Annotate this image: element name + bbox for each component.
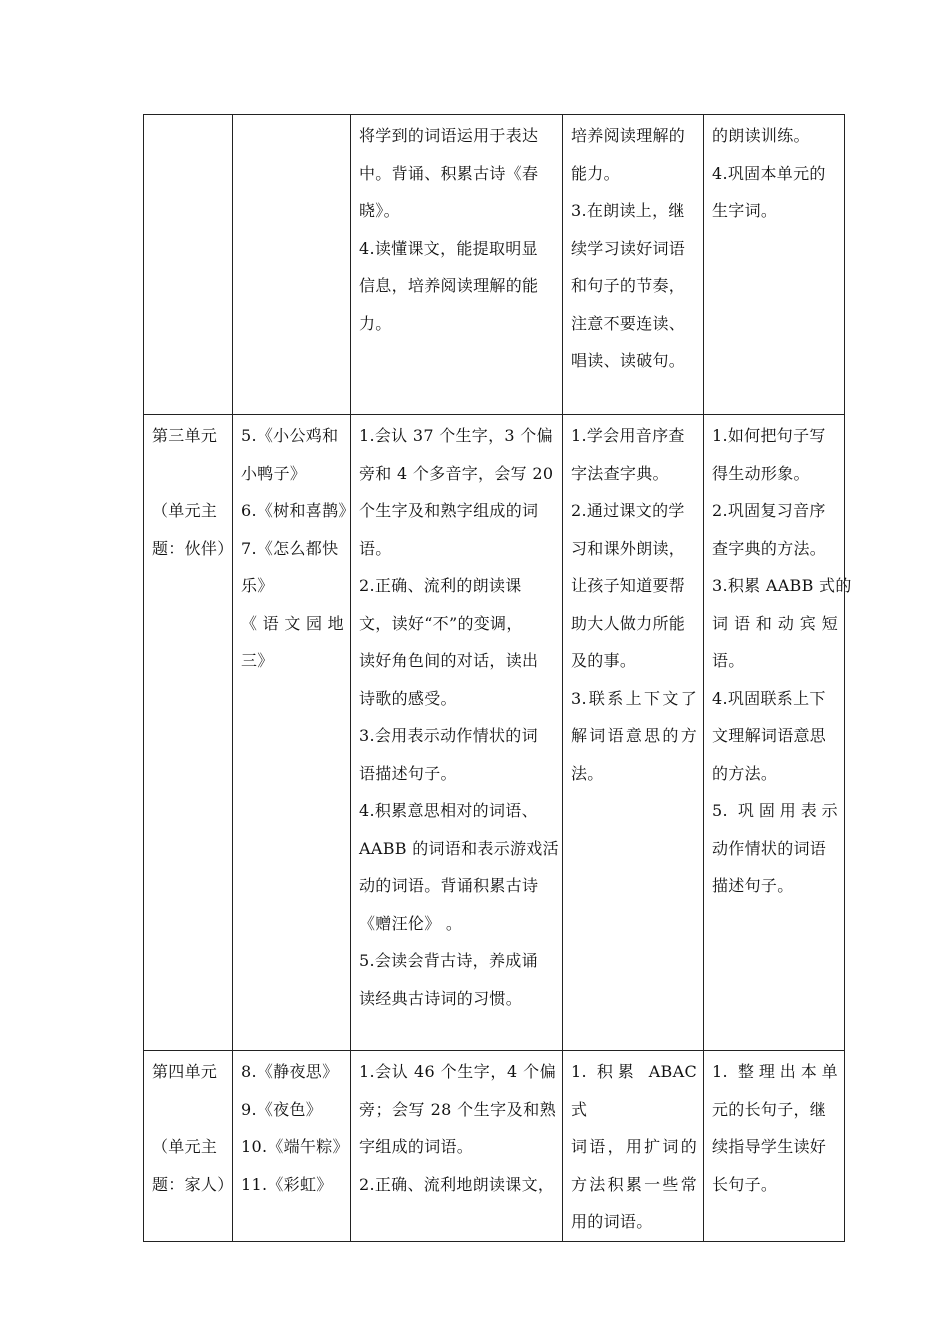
goals-cell <box>351 1051 563 1242</box>
cell-text-line: 题：家人） <box>152 1174 234 1194</box>
cell-text-line: 助大人做力所能 <box>571 613 686 633</box>
cell-text-line: 1. 整理出本单 <box>712 1062 838 1081</box>
key-points-cell <box>563 115 704 415</box>
cell-text-line: 第三单元 <box>152 426 218 445</box>
cell-text-line: 3.联系上下文了 <box>571 688 697 708</box>
cell-text-line: 5.会读会背古诗，养成诵 <box>359 951 538 970</box>
difficulties-cell <box>704 1051 845 1242</box>
cell-text-line: 4.巩固本单元的 <box>712 163 826 183</box>
cell-text-line: 《语文园地 <box>241 613 344 633</box>
cell-text-line: 查字典的方法。 <box>712 538 827 558</box>
lessons-cell <box>233 1051 351 1242</box>
cell-text-line: 第四单元 <box>152 1062 218 1081</box>
cell-text-line: 力。 <box>359 313 392 333</box>
cell-text-line: 7.《怎么都快 <box>241 538 339 558</box>
cell-text-line: 3.会用表示动作情状的词 <box>359 726 538 745</box>
cell-text-line: 乐》 <box>241 576 274 595</box>
cell-text-line: 2.正确、流利的朗读课 <box>359 576 522 595</box>
lessons-cell <box>233 415 355 1051</box>
cell-text-line: 2.正确、流利地朗读课文， <box>359 1174 555 1194</box>
unit-cell <box>144 1051 233 1242</box>
cell-text-line: 方法积累一些常 <box>571 1174 697 1194</box>
cell-text-line: 中。背诵、积累古诗《春 <box>359 163 539 183</box>
cell-text-line: 旁和 4 个多音字，会写 20 <box>359 463 554 483</box>
cell-text-line: 1.会认 46 个生字，4 个偏 <box>359 1062 556 1081</box>
cell-text-line: 法。 <box>571 763 604 783</box>
cell-text-line: 8.《静夜思》 <box>241 1062 339 1081</box>
cell-text-line: 晓》。 <box>359 201 400 220</box>
cell-text-line: 2.巩固复习音序 <box>712 501 826 520</box>
cell-text-line: 培养阅读理解的 <box>571 126 686 145</box>
cell-text-line: 1.学会用音序查 <box>571 426 685 445</box>
goals-cell <box>351 415 563 1051</box>
cell-text-line: 5.《小公鸡和 <box>241 426 339 445</box>
cell-text-line: 续指导学生读好 <box>712 1137 827 1156</box>
cell-text-line: 动作情状的词语 <box>712 838 827 858</box>
cell-text-line: 1. 积累 ABAC 式 <box>571 1062 697 1119</box>
cell-text-line: 信息，培养阅读理解的能 <box>359 276 539 295</box>
cell-text-line: （单元主 <box>152 501 218 520</box>
cell-text-line: 字法查字典。 <box>571 463 669 483</box>
cell-text-line: 5. 巩固用表示 <box>712 801 838 820</box>
cell-text-line: 语描述句子。 <box>359 763 457 783</box>
cell-text-line: 词语，用扩词的 <box>571 1137 697 1156</box>
cell-text-line: 11.《彩虹》 <box>241 1174 333 1194</box>
cell-text-line: 3.积累 AABB 式的 <box>712 576 852 595</box>
difficulties-cell <box>704 415 852 1051</box>
cell-text-line: 4.积累意思相对的词语、 <box>359 801 538 820</box>
cell-text-line: 诗歌的感受。 <box>359 688 457 708</box>
cell-text-line: 动的词语。背诵积累古诗 <box>359 876 539 895</box>
cell-text-line: 6.《树和喜鹊》 <box>241 501 355 520</box>
cell-text-line: AABB 的词语和表示游戏活 <box>359 838 559 858</box>
cell-text-line: 1.会认 37 个生字，3 个偏 <box>359 426 553 445</box>
cell-text-line: 3.在朗读上，继 <box>571 201 685 220</box>
cell-text-line: 文，读好“不”的变调， <box>359 613 523 633</box>
cell-text-line: 长句子。 <box>712 1174 778 1194</box>
cell-text-line: 4.读懂课文，能提取明显 <box>359 238 538 258</box>
teaching-plan-table <box>143 114 852 1242</box>
cell-text-line: 读好角色间的对话，读出 <box>359 651 539 670</box>
cell-text-line: 注意不要连读、 <box>571 313 686 333</box>
cell-text-line <box>152 455 226 493</box>
cell-text-line: 续学习读好词语 <box>571 238 686 258</box>
cell-text-line: 文理解词语意思 <box>712 726 827 745</box>
cell-text-line: 生字词。 <box>712 201 778 220</box>
table-row <box>144 115 845 415</box>
cell-text-line: 让孩子知道要帮 <box>571 576 686 595</box>
cell-text-line: 的方法。 <box>712 763 778 783</box>
cell-text-line: 能力。 <box>571 163 620 183</box>
lessons-cell <box>233 115 351 415</box>
cell-text-line: 1.如何把句子写 <box>712 426 826 445</box>
cell-text-line: 字组成的词语。 <box>359 1137 474 1156</box>
cell-text-line: 2.通过课文的学 <box>571 501 685 520</box>
cell-text-line <box>152 1091 226 1129</box>
cell-text-line: 及的事。 <box>571 651 637 670</box>
cell-text-line: 和句子的节奏， <box>571 276 686 295</box>
cell-text-line: 描述句子。 <box>712 876 794 895</box>
key-points-cell <box>563 1051 704 1242</box>
cell-text-line: 得生动形象。 <box>712 463 810 483</box>
cell-text-line: 《赠汪伦》 。 <box>359 913 463 933</box>
cell-text-line: 4.巩固联系上下 <box>712 688 826 708</box>
cell-text-line: （单元主 <box>152 1137 218 1156</box>
goals-cell <box>351 115 563 415</box>
unit-cell <box>144 415 233 1051</box>
cell-text-line: 元的长句子，继 <box>712 1099 827 1119</box>
difficulties-cell <box>704 115 845 415</box>
cell-text-line: 10.《端午粽》 <box>241 1137 349 1156</box>
cell-text-line: 旁；会写 28 个生字及和熟 <box>359 1099 556 1119</box>
key-points-cell <box>563 415 704 1051</box>
cell-text-line: 将学到的词语运用于表达 <box>359 126 539 145</box>
cell-text-line: 语。 <box>359 538 392 558</box>
cell-text-line: 读经典古诗词的习惯。 <box>359 988 523 1008</box>
cell-text-line: 9.《夜色》 <box>241 1099 323 1119</box>
cell-text-line: 词语和动宾短 <box>712 613 838 633</box>
cell-text-line: 语。 <box>712 651 745 670</box>
table-row <box>144 415 845 1051</box>
cell-text-line: 习和课外朗读， <box>571 538 686 558</box>
cell-text-line: 三》 <box>241 651 274 670</box>
cell-text-line: 用的词语。 <box>571 1212 653 1231</box>
cell-text-line: 解词语意思的方 <box>571 726 697 745</box>
cell-text-line: 个生字及和熟字组成的词 <box>359 501 539 520</box>
cell-text-line: 题：伙伴） <box>152 538 234 558</box>
cell-text-line: 小鸭子》 <box>241 463 307 483</box>
cell-text-line: 的朗读训练。 <box>712 126 810 145</box>
cell-text-line: 唱读、读破句。 <box>571 351 686 370</box>
unit-cell <box>144 115 233 415</box>
table-row <box>144 1051 845 1242</box>
